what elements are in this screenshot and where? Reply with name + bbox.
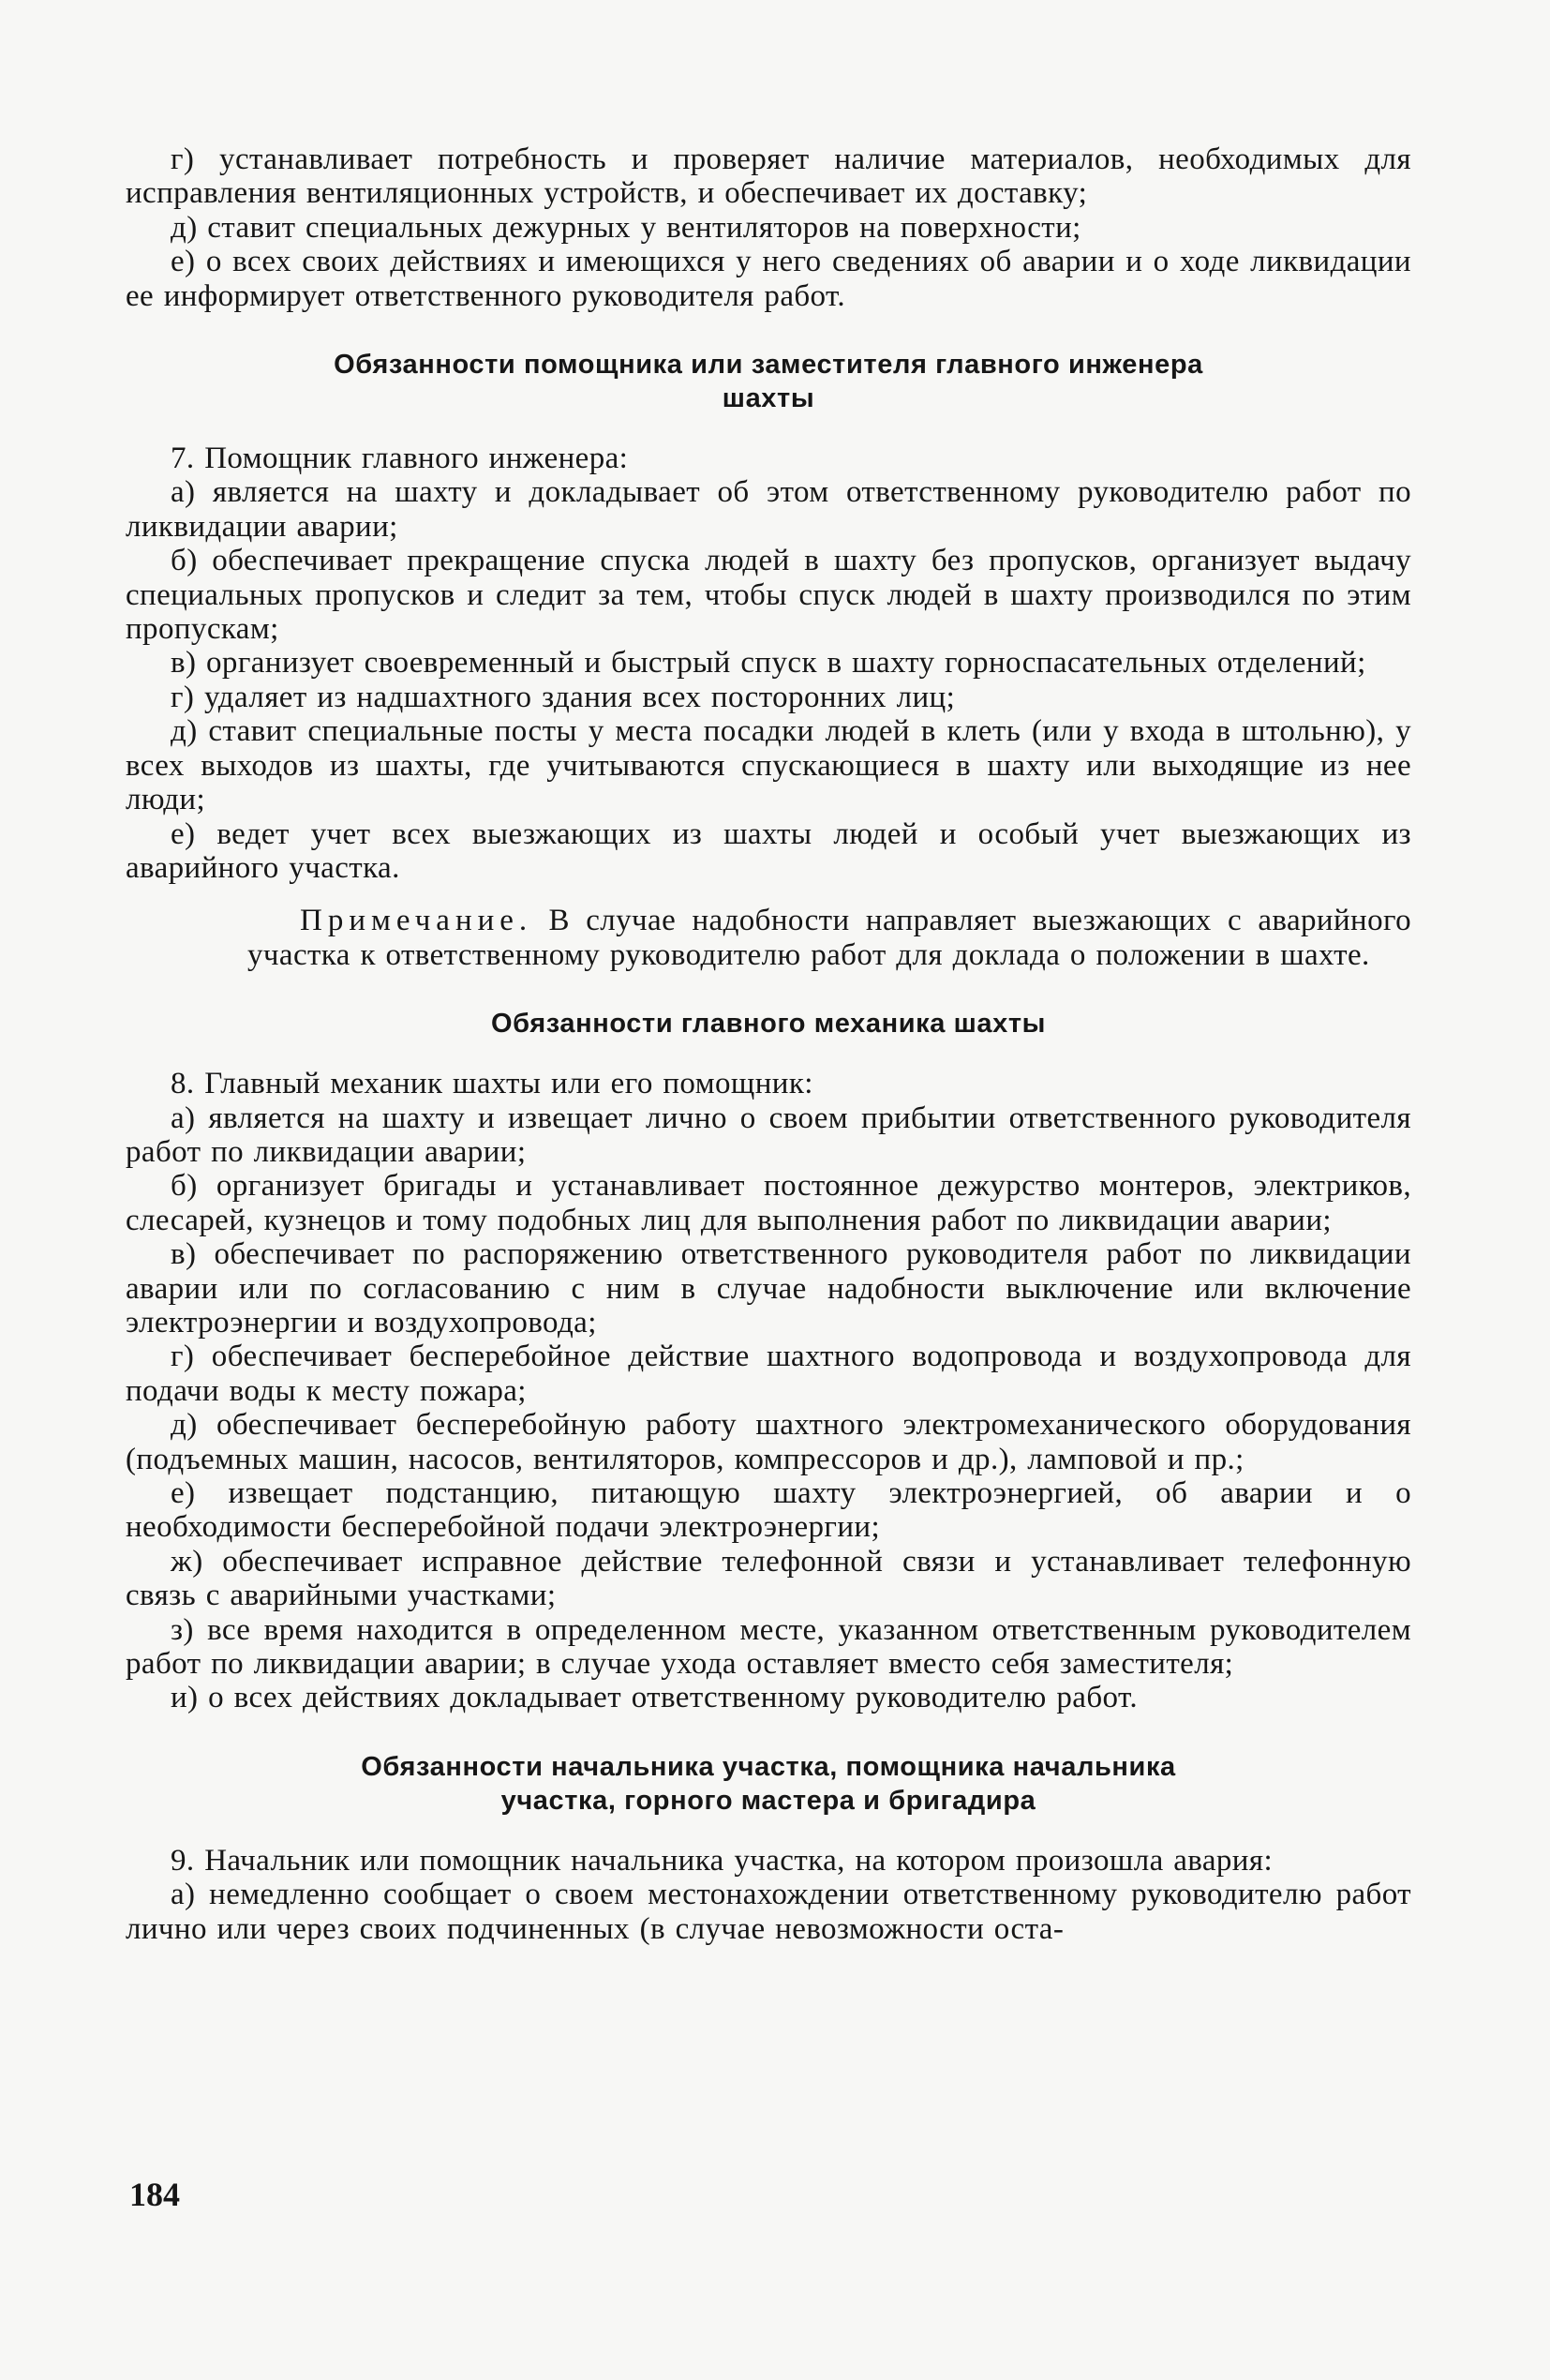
paragraph: в) обеспечивает по распоряжению ответственного руководителя работ по ликвидации аварии или по согласованию с ним в случае надобности выключение или включение электроэнергии и воздухопровода;	[126, 1237, 1411, 1340]
paragraph: б) обеспечивает прекращение спуска людей в шахту без пропусков, организует выдачу специальных пропусков и следит за тем, чтобы спуск людей в шахту производился по этим пропускам;	[126, 544, 1411, 647]
paragraph: е) извещает подстанцию, питающую шахту электроэнергией, об аварии и о необходимости бесперебойной подачи электроэнергии;	[126, 1476, 1411, 1545]
paragraph-lead: 7. Помощник главного инженера:	[171, 442, 629, 476]
section-body	[126, 1844, 1411, 1946]
section-heading: Обязанности начальника участка, помощника начальника участка, горного мастера и бригадира	[361, 1751, 1176, 1816]
paragraph: д) ставит специальные посты у места посадки людей в клеть (или у входа в штольню), у всех выходов из шахты, где учитываются спускающиеся в шахту или выходящие из нее люди;	[126, 714, 1411, 817]
paragraph: а) является на шахту и докладывает об этом ответственному руководителю работ по ликвидации аварии;	[126, 475, 1411, 544]
paragraph-lead: 8. Главный механик шахты или его помощник:	[171, 1067, 813, 1101]
paragraph: и) о всех действиях докладывает ответственному руководителю работ.	[171, 1681, 1138, 1715]
paragraph: з) все время находится в определенном месте, указанном ответственным руководителем работ по ликвидации аварии; в случае ухода оставляет вместо себя заместителя;	[126, 1612, 1411, 1682]
page-content	[126, 142, 1411, 1946]
paragraph: е) о всех своих действиях и имеющихся у него сведениях об аварии и о ходе ликвидации ее информирует ответственного руководителя работ.	[126, 245, 1411, 313]
paragraph: б) организует бригады и устанавливает постоянное дежурство монтеров, электриков, слесарей, кузнецов и тому подобных лиц для выполнения работ по ликвидации аварии;	[126, 1169, 1411, 1237]
paragraph: г) устанавливает потребность и проверяет наличие материалов, необходимых для исправления вентиляционных устройств, и обеспечивает их доставку;	[126, 142, 1411, 211]
section-heading: Обязанности главного механика шахты	[490, 1009, 1047, 1040]
paragraph: а) является на шахту и извещает лично о своем прибытии ответственного руководителя работ по ликвидации аварии;	[126, 1100, 1411, 1169]
note-text: В случае надобности направляет выезжающих с аварийного участка к ответственному руководителю работ для доклада о положении в шахте.	[247, 904, 1411, 972]
note-label: Примечание.	[300, 904, 533, 938]
page-number: 184	[129, 2176, 180, 2213]
paragraph: д) обеспечивает бесперебойную работу шахтного электромеханического оборудования (подъемных машин, насосов, вентиляторов, компрессоров и др.), ламповой и пр.;	[126, 1408, 1411, 1476]
paragraph: в) организует своевременный и быстрый спуск в шахту горноспасательных отделений;	[171, 646, 1366, 681]
paragraph-lead: 9. Начальник или помощник начальника участка, на котором произошла авария:	[171, 1843, 1274, 1878]
paragraph: е) ведет учет всех выезжающих из шахты людей и особый учет выезжающих из аварийного участка.	[126, 816, 1411, 885]
paragraph: а) немедленно сообщает о своем местонахождении ответственному руководителю работ лично или через своих подчиненных (в случае невозможности оста-	[126, 1878, 1411, 1946]
section-body	[126, 442, 1411, 972]
note	[247, 904, 1411, 972]
paragraph: г) удаляет из надшахтного здания всех посторонних лиц;	[171, 680, 956, 714]
section-body	[126, 1067, 1411, 1715]
paragraph: г) обеспечивает бесперебойное действие шахтного водопровода и воздухопровода для подачи воды к месту пожара;	[126, 1340, 1411, 1408]
intro-block	[126, 142, 1411, 313]
paragraph: д) ставит специальных дежурных у вентиляторов на поверхности;	[171, 210, 1081, 245]
paragraph: ж) обеспечивает исправное действие телефонной связи и устанавливает телефонную связь с аварийными участками;	[126, 1544, 1411, 1613]
section-heading: Обязанности помощника или заместителя главного инженера шахты	[334, 350, 1203, 414]
